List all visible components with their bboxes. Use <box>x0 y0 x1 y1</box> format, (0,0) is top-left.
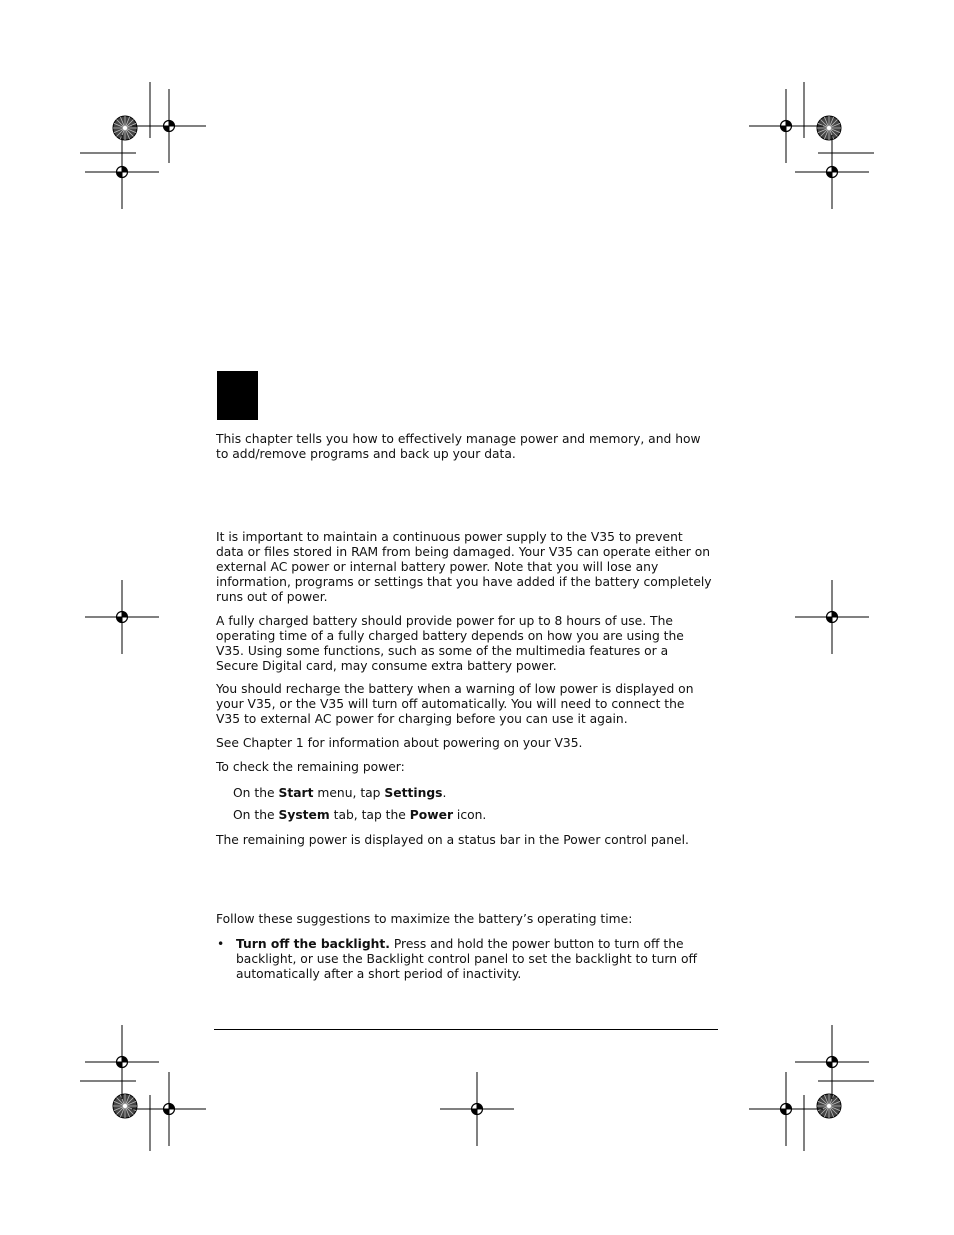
footer-rule <box>214 1029 718 1030</box>
bullet-item-backlight: Turn off the backlight. Press and hold the power button to turn off the backlight, or use the Backlight control panel to set the backlight to turn off automatically after a short period of inactivity. <box>236 937 697 981</box>
power-paragraph-3: You should recharge the battery when a warning of low power is displayed on your V35, or the V35 will turn off automatically. You will need to connect the V35 to external AC power for charging before you can use it again. <box>216 682 694 726</box>
step-2: On the System tab, tap the Power icon. <box>233 808 487 822</box>
power-paragraph-6: The remaining power is displayed on a status bar in the Power control panel. <box>216 833 689 847</box>
chapter-number-block <box>217 371 258 420</box>
power-paragraph-2: A fully charged battery should provide power for up to 8 hours of use. The operating time of a fully charged battery depends on how you are using the V35. Using some functions, such as some of the multimedia features or a Secure Digital card, may consume extra battery power. <box>216 614 684 673</box>
step-1: On the Start menu, tap Settings. <box>233 786 447 800</box>
power-paragraph-4: See Chapter 1 for information about powering on your V35. <box>216 736 583 750</box>
bullet-marker: • <box>217 937 225 951</box>
tips-intro: Follow these suggestions to maximize the battery’s operating time: <box>216 912 633 926</box>
intro-paragraph: This chapter tells you how to effectively manage power and memory, and how to add/remove programs and back up your data. <box>216 432 701 461</box>
power-paragraph-1: It is important to maintain a continuous power supply to the V35 to prevent data or files stored in RAM from being damaged. Your V35 can operate either on external AC power or internal battery power. Note that you will lose any information, programs or settings that you have added if the battery completely runs out of power. <box>216 530 712 604</box>
power-paragraph-5: To check the remaining power: <box>216 760 405 774</box>
